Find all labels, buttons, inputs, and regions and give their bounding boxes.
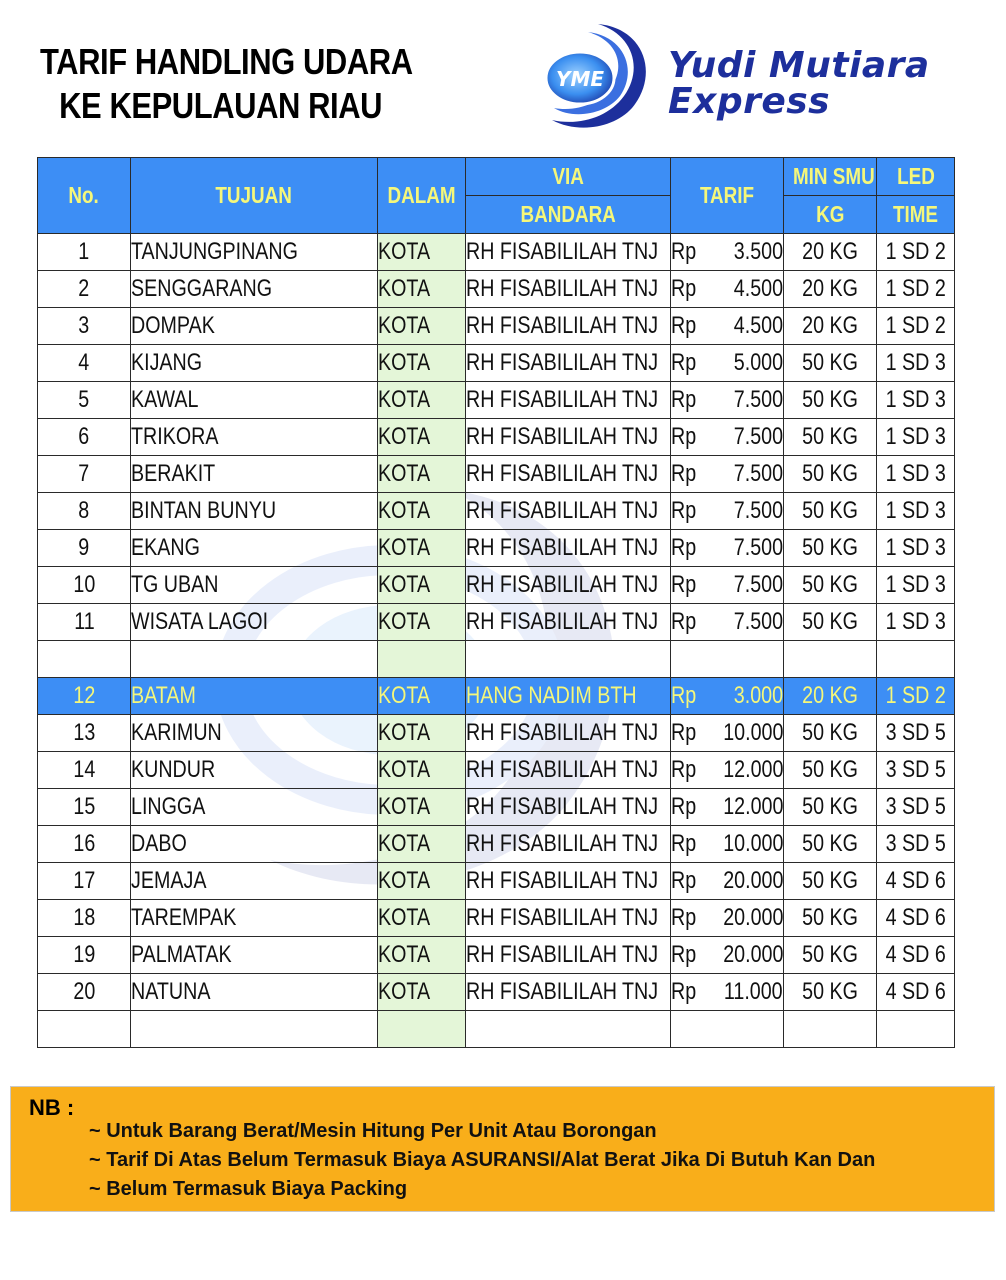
table-row	[38, 419, 955, 456]
currency-label: Rp	[671, 793, 697, 820]
cell-min-smu: 50 KG	[784, 419, 877, 456]
table-row-empty	[38, 1011, 955, 1048]
cell-min-smu: 50 KG	[784, 789, 877, 826]
cell-tarif	[671, 900, 784, 937]
currency-label: Rp	[671, 941, 697, 968]
cell-tujuan: NATUNA	[131, 974, 378, 1011]
cell-via: RH FISABILILAH TNJ	[466, 530, 671, 567]
cell-min-smu: 50 KG	[784, 604, 877, 641]
note-item: ~ Belum Termasuk Biaya Packing	[89, 1178, 408, 1200]
table-row	[38, 530, 955, 567]
cell-tujuan: TG UBAN	[131, 567, 378, 604]
cell-tarif	[671, 678, 784, 715]
logo-badge-text: YME	[555, 67, 605, 91]
cell-via: RH FISABILILAH TNJ	[466, 308, 671, 345]
cell-empty	[784, 1011, 877, 1048]
header-no: No.	[38, 158, 131, 234]
cell-min-smu: 50 KG	[784, 900, 877, 937]
cell-tujuan: LINGGA	[131, 789, 378, 826]
cell-no: 15	[38, 789, 131, 826]
cell-no: 20	[38, 974, 131, 1011]
header-kg: KG	[784, 196, 877, 234]
cell-min-smu: 20 KG	[784, 271, 877, 308]
cell-no: 8	[38, 493, 131, 530]
cell-min-smu: 50 KG	[784, 752, 877, 789]
tarif-amount: 10.000	[722, 830, 783, 857]
cell-min-smu: 50 KG	[784, 974, 877, 1011]
cell-tarif	[671, 826, 784, 863]
cell-tarif	[671, 271, 784, 308]
cell-dalam: KOTA	[378, 382, 466, 419]
cell-via: RH FISABILILAH TNJ	[466, 382, 671, 419]
cell-empty	[466, 1011, 671, 1048]
cell-min-smu: 50 KG	[784, 826, 877, 863]
table-row	[38, 493, 955, 530]
cell-no: 9	[38, 530, 131, 567]
cell-tarif	[671, 567, 784, 604]
currency-label: Rp	[671, 756, 697, 783]
cell-led-time: 1 SD 2	[877, 678, 955, 715]
currency-label: Rp	[671, 349, 697, 376]
cell-no: 5	[38, 382, 131, 419]
cell-empty	[671, 1011, 784, 1048]
tarif-amount: 12.000	[722, 756, 783, 783]
logo-name-line-1: Yudi Mutiara	[668, 45, 930, 86]
cell-dalam: KOTA	[378, 308, 466, 345]
cell-tarif	[671, 382, 784, 419]
cell-dalam: KOTA	[378, 345, 466, 382]
cell-tujuan: DABO	[131, 826, 378, 863]
cell-min-smu: 20 KG	[784, 678, 877, 715]
cell-led-time: 3 SD 5	[877, 826, 955, 863]
cell-empty	[131, 641, 378, 678]
cell-dalam: KOTA	[378, 789, 466, 826]
table-row	[38, 715, 955, 752]
cell-via: RH FISABILILAH TNJ	[466, 789, 671, 826]
cell-min-smu: 50 KG	[784, 863, 877, 900]
tarif-amount: 20.000	[722, 941, 783, 968]
cell-tujuan: SENGGARANG	[131, 271, 378, 308]
logo-name-line-2: Express	[668, 81, 831, 122]
tarif-amount: 3.000	[733, 682, 783, 709]
currency-label: Rp	[671, 275, 697, 302]
cell-empty	[877, 1011, 955, 1048]
table-row	[38, 234, 955, 271]
cell-dalam: KOTA	[378, 974, 466, 1011]
cell-led-time: 1 SD 2	[877, 271, 955, 308]
cell-led-time: 1 SD 2	[877, 234, 955, 271]
cell-no: 1	[38, 234, 131, 271]
cell-led-time: 4 SD 6	[877, 863, 955, 900]
cell-via: RH FISABILILAH TNJ	[466, 419, 671, 456]
currency-label: Rp	[671, 904, 697, 931]
cell-tujuan: KUNDUR	[131, 752, 378, 789]
header-led: LED	[877, 158, 955, 196]
cell-dalam: KOTA	[378, 567, 466, 604]
cell-via: RH FISABILILAH TNJ	[466, 234, 671, 271]
cell-led-time: 1 SD 3	[877, 382, 955, 419]
tarif-amount: 5.000	[733, 349, 783, 376]
tarif-amount: 7.500	[733, 460, 783, 487]
cell-no: 2	[38, 271, 131, 308]
currency-label: Rp	[671, 571, 697, 598]
tarif-amount: 4.500	[733, 275, 783, 302]
cell-tujuan: PALMATAK	[131, 937, 378, 974]
cell-no: 18	[38, 900, 131, 937]
header-via: VIA	[466, 158, 671, 196]
cell-via: RH FISABILILAH TNJ	[466, 715, 671, 752]
cell-led-time: 1 SD 3	[877, 493, 955, 530]
cell-min-smu: 50 KG	[784, 530, 877, 567]
title-line-1: TARIF HANDLING UDARA	[40, 41, 413, 82]
header-bandara: BANDARA	[466, 196, 671, 234]
cell-dalam: KOTA	[378, 863, 466, 900]
table-row	[38, 345, 955, 382]
cell-tujuan: TAREMPAK	[131, 900, 378, 937]
cell-no: 7	[38, 456, 131, 493]
cell-dalam: KOTA	[378, 419, 466, 456]
cell-via: RH FISABILILAH TNJ	[466, 826, 671, 863]
notes-label: NB :	[29, 1095, 75, 1120]
table-row	[38, 974, 955, 1011]
header-time: TIME	[877, 196, 955, 234]
currency-label: Rp	[671, 497, 697, 524]
cell-tujuan: BATAM	[131, 678, 378, 715]
note-item: ~ Untuk Barang Berat/Mesin Hitung Per Unit Atau Borongan	[89, 1120, 657, 1142]
currency-label: Rp	[671, 682, 697, 709]
cell-tujuan: TRIKORA	[131, 419, 378, 456]
cell-no: 10	[38, 567, 131, 604]
table-row	[38, 826, 955, 863]
cell-tarif	[671, 937, 784, 974]
tarif-amount: 7.500	[733, 608, 783, 635]
cell-led-time: 1 SD 3	[877, 419, 955, 456]
header-dalam: DALAM	[378, 158, 466, 234]
cell-tarif	[671, 530, 784, 567]
tarif-amount: 20.000	[722, 904, 783, 931]
currency-label: Rp	[671, 830, 697, 857]
notes-list	[89, 1117, 875, 1204]
currency-label: Rp	[671, 386, 697, 413]
cell-led-time: 1 SD 3	[877, 456, 955, 493]
cell-empty	[38, 641, 131, 678]
cell-led-time: 1 SD 3	[877, 604, 955, 641]
cell-min-smu: 50 KG	[784, 382, 877, 419]
cell-min-smu: 50 KG	[784, 345, 877, 382]
table-row	[38, 937, 955, 974]
cell-tarif	[671, 974, 784, 1011]
table-row	[38, 567, 955, 604]
cell-tarif	[671, 419, 784, 456]
cell-via: RH FISABILILAH TNJ	[466, 604, 671, 641]
cell-tarif	[671, 789, 784, 826]
tarif-amount: 7.500	[733, 571, 783, 598]
cell-dalam: KOTA	[378, 900, 466, 937]
cell-via: RH FISABILILAH TNJ	[466, 752, 671, 789]
cell-dalam: KOTA	[378, 678, 466, 715]
yme-swoosh-icon	[528, 18, 668, 136]
table-row	[38, 604, 955, 641]
cell-dalam: KOTA	[378, 456, 466, 493]
cell-via: RH FISABILILAH TNJ	[466, 456, 671, 493]
cell-min-smu: 50 KG	[784, 937, 877, 974]
tarif-amount: 7.500	[733, 423, 783, 450]
cell-led-time: 4 SD 6	[877, 937, 955, 974]
cell-min-smu: 20 KG	[784, 308, 877, 345]
table-row	[38, 900, 955, 937]
header-tujuan: TUJUAN	[131, 158, 378, 234]
cell-led-time: 3 SD 5	[877, 715, 955, 752]
cell-empty	[378, 1011, 466, 1048]
tariff-table	[37, 157, 955, 1048]
cell-via: RH FISABILILAH TNJ	[466, 974, 671, 1011]
page-title	[40, 40, 413, 128]
currency-label: Rp	[671, 312, 697, 339]
cell-tarif	[671, 456, 784, 493]
cell-dalam: KOTA	[378, 715, 466, 752]
table-row	[38, 456, 955, 493]
cell-tarif	[671, 308, 784, 345]
cell-no: 16	[38, 826, 131, 863]
cell-min-smu: 50 KG	[784, 715, 877, 752]
cell-tujuan: DOMPAK	[131, 308, 378, 345]
currency-label: Rp	[671, 867, 697, 894]
cell-tarif	[671, 752, 784, 789]
cell-via: RH FISABILILAH TNJ	[466, 863, 671, 900]
table-row	[38, 752, 955, 789]
cell-empty	[131, 1011, 378, 1048]
cell-empty	[671, 641, 784, 678]
currency-label: Rp	[671, 534, 697, 561]
cell-min-smu: 20 KG	[784, 234, 877, 271]
cell-led-time: 4 SD 6	[877, 974, 955, 1011]
cell-tujuan: KIJANG	[131, 345, 378, 382]
tarif-amount: 12.000	[722, 793, 783, 820]
cell-no: 13	[38, 715, 131, 752]
cell-no: 12	[38, 678, 131, 715]
cell-led-time: 1 SD 2	[877, 308, 955, 345]
cell-tujuan: BINTAN BUNYU	[131, 493, 378, 530]
cell-tujuan: KAWAL	[131, 382, 378, 419]
notes-box	[10, 1086, 995, 1212]
currency-label: Rp	[671, 608, 697, 635]
table-row	[38, 382, 955, 419]
tarif-amount: 7.500	[733, 386, 783, 413]
cell-via: RH FISABILILAH TNJ	[466, 345, 671, 382]
table-row	[38, 308, 955, 345]
cell-dalam: KOTA	[378, 752, 466, 789]
cell-dalam: KOTA	[378, 234, 466, 271]
cell-dalam: KOTA	[378, 604, 466, 641]
cell-dalam: KOTA	[378, 530, 466, 567]
cell-tujuan: KARIMUN	[131, 715, 378, 752]
tarif-amount: 7.500	[733, 534, 783, 561]
currency-label: Rp	[671, 238, 697, 265]
cell-tarif	[671, 234, 784, 271]
cell-led-time: 3 SD 5	[877, 789, 955, 826]
cell-via: HANG NADIM BTH	[466, 678, 671, 715]
cell-tarif	[671, 604, 784, 641]
cell-tujuan: EKANG	[131, 530, 378, 567]
cell-via: RH FISABILILAH TNJ	[466, 937, 671, 974]
cell-min-smu: 50 KG	[784, 493, 877, 530]
cell-no: 17	[38, 863, 131, 900]
currency-label: Rp	[671, 978, 697, 1005]
cell-empty	[466, 641, 671, 678]
table-row	[38, 678, 955, 715]
cell-tarif	[671, 493, 784, 530]
cell-dalam: KOTA	[378, 271, 466, 308]
cell-tarif	[671, 863, 784, 900]
cell-empty	[38, 1011, 131, 1048]
currency-label: Rp	[671, 423, 697, 450]
cell-no: 6	[38, 419, 131, 456]
cell-empty	[378, 641, 466, 678]
table-row	[38, 271, 955, 308]
cell-tarif	[671, 715, 784, 752]
cell-min-smu: 50 KG	[784, 567, 877, 604]
tarif-amount: 20.000	[722, 867, 783, 894]
cell-empty	[877, 641, 955, 678]
tarif-amount: 7.500	[733, 497, 783, 524]
tarif-amount: 10.000	[722, 719, 783, 746]
logo-wordmark	[668, 45, 930, 122]
cell-led-time: 4 SD 6	[877, 900, 955, 937]
title-line-2: KE KEPULAUAN RIAU	[59, 85, 383, 126]
cell-via: RH FISABILILAH TNJ	[466, 493, 671, 530]
tarif-amount: 4.500	[733, 312, 783, 339]
cell-no: 19	[38, 937, 131, 974]
cell-dalam: KOTA	[378, 493, 466, 530]
cell-no: 11	[38, 604, 131, 641]
table-row	[38, 789, 955, 826]
table-row-empty	[38, 641, 955, 678]
cell-dalam: KOTA	[378, 826, 466, 863]
cell-tujuan: BERAKIT	[131, 456, 378, 493]
header-tarif: TARIF	[671, 158, 784, 234]
cell-tarif	[671, 345, 784, 382]
cell-led-time: 1 SD 3	[877, 567, 955, 604]
cell-empty	[784, 641, 877, 678]
cell-led-time: 1 SD 3	[877, 345, 955, 382]
cell-led-time: 1 SD 3	[877, 530, 955, 567]
cell-led-time: 3 SD 5	[877, 752, 955, 789]
tarif-amount: 3.500	[733, 238, 783, 265]
cell-no: 4	[38, 345, 131, 382]
cell-min-smu: 50 KG	[784, 456, 877, 493]
header-min-smu: MIN SMU	[784, 158, 877, 196]
table-row	[38, 863, 955, 900]
cell-tujuan: WISATA LAGOI	[131, 604, 378, 641]
tarif-amount: 11.000	[724, 978, 783, 1005]
cell-no: 3	[38, 308, 131, 345]
cell-dalam: KOTA	[378, 937, 466, 974]
cell-no: 14	[38, 752, 131, 789]
company-logo	[528, 18, 968, 136]
note-item: ~ Tarif Di Atas Belum Termasuk Biaya ASURANSI/Alat Berat Jika Di Butuh Kan Dan	[89, 1149, 876, 1171]
cell-via: RH FISABILILAH TNJ	[466, 900, 671, 937]
cell-tujuan: JEMAJA	[131, 863, 378, 900]
cell-via: RH FISABILILAH TNJ	[466, 567, 671, 604]
cell-tujuan: TANJUNGPINANG	[131, 234, 378, 271]
cell-via: RH FISABILILAH TNJ	[466, 271, 671, 308]
currency-label: Rp	[671, 460, 697, 487]
tariff-table-body	[38, 234, 955, 1048]
currency-label: Rp	[671, 719, 697, 746]
